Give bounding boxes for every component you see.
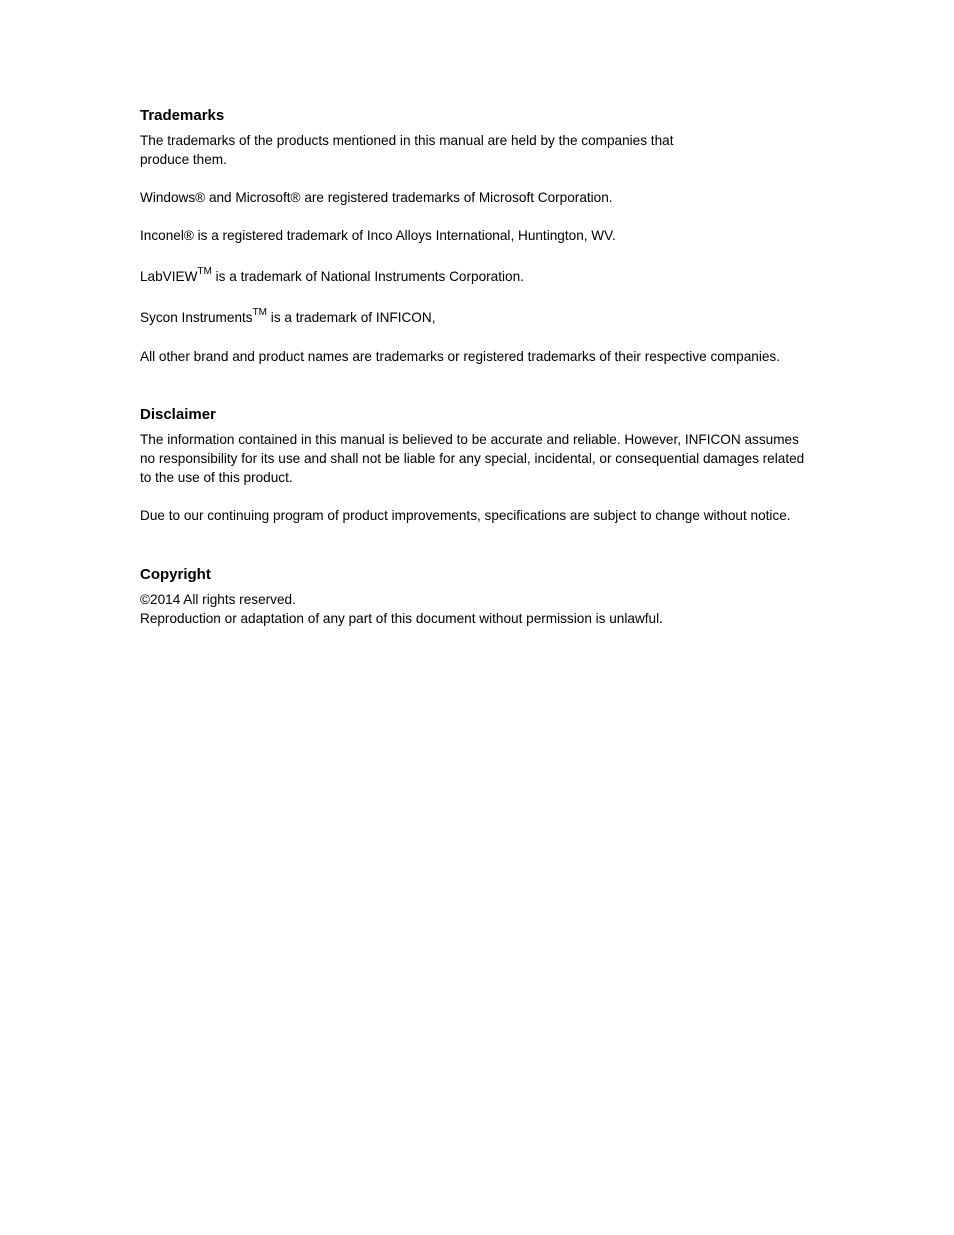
labview-rest: is a trademark of National Instruments Corporation. <box>211 269 524 284</box>
document-page <box>140 106 830 628</box>
trademarks-paragraph-1-line-2: produce them. <box>140 152 227 167</box>
trademarks-heading: Trademarks <box>140 107 225 124</box>
trademarks-inconel-paragraph: Inconel® is a registered trademark of Inco Alloys International, Huntington, WV. <box>140 228 616 243</box>
trademarks-sycon-paragraph <box>140 308 830 327</box>
trademarks-paragraph-1-line-1: The trademarks of the products mentioned in this manual are held by the companies that <box>140 133 674 148</box>
trademarks-other-paragraph: All other brand and product names are trademarks or registered trademarks of their respective companies. <box>140 349 780 364</box>
trademarks-section <box>140 106 830 366</box>
sycon-rest: is a trademark of INFICON, <box>267 310 436 325</box>
disclaimer-paragraph-1-line-3: to the use of this product. <box>140 470 293 485</box>
labview-trademark-mark: TM <box>197 266 212 278</box>
disclaimer-paragraph-1-line-2: no responsibility for its use and shall not be liable for any special, incidental, or consequential damages related <box>140 451 805 466</box>
copyright-heading: Copyright <box>140 566 211 583</box>
disclaimer-paragraph-1 <box>140 430 830 487</box>
copyright-line-1: ©2014 All rights reserved. <box>140 592 296 607</box>
disclaimer-paragraph-1-line-1: The information contained in this manual is believed to be accurate and reliable. However, INFICON assumes <box>140 432 799 447</box>
sycon-name: Sycon Instruments <box>140 310 253 325</box>
copyright-section <box>140 565 830 628</box>
trademarks-windows-paragraph: Windows® and Microsoft® are registered trademarks of Microsoft Corporation. <box>140 190 613 205</box>
trademarks-paragraph-1 <box>140 131 830 169</box>
labview-name: LabVIEW <box>140 269 198 284</box>
disclaimer-paragraph-2: Due to our continuing program of product improvements, specifications are subject to change without notice. <box>140 508 791 523</box>
disclaimer-section <box>140 405 830 525</box>
sycon-trademark-mark: TM <box>252 307 268 319</box>
copyright-paragraph <box>140 590 830 628</box>
disclaimer-heading: Disclaimer <box>140 406 216 423</box>
trademarks-labview-paragraph <box>140 267 830 286</box>
copyright-line-2: Reproduction or adaptation of any part of this document without permission is unlawful. <box>140 611 663 626</box>
